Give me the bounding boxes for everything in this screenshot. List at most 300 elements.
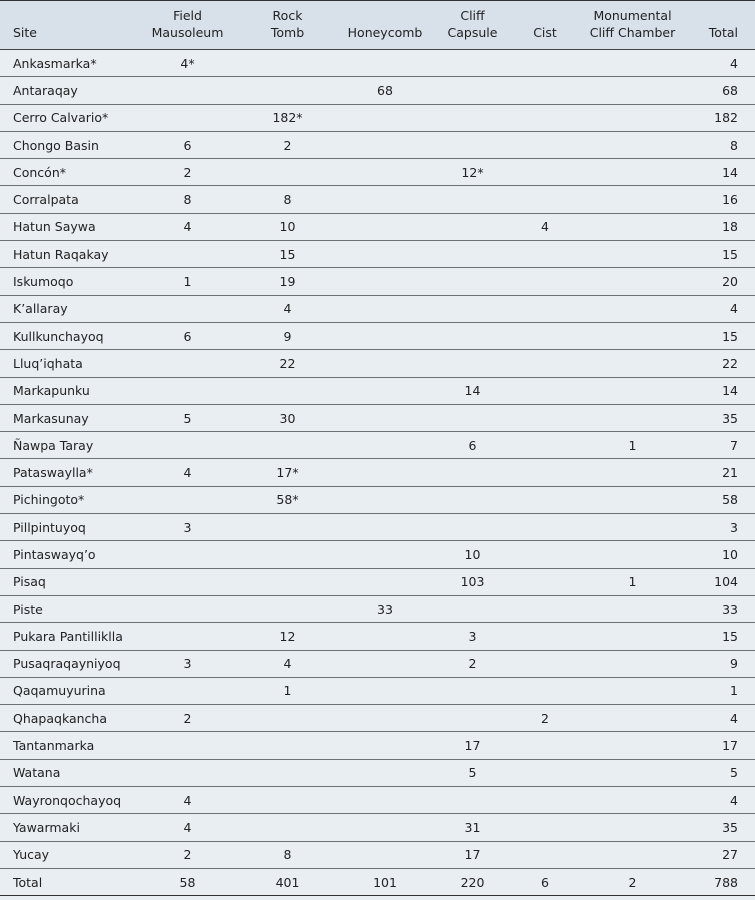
cell-rock-tomb — [230, 377, 345, 404]
cell-total: 1 — [695, 677, 755, 704]
cell-site: Markapunku — [0, 377, 145, 404]
cell-field-mausoleum: 4* — [145, 50, 230, 77]
cell-cliff-capsule — [425, 404, 520, 431]
cell-rock-tomb: 12 — [230, 623, 345, 650]
cell-total: 15 — [695, 322, 755, 349]
cell-rock-tomb: 1 — [230, 677, 345, 704]
cell-field-mausoleum: 6 — [145, 322, 230, 349]
cell-honeycomb — [345, 814, 425, 841]
cell-site: Pusaqraqayniyoq — [0, 650, 145, 677]
cell-field-mausoleum: 5 — [145, 404, 230, 431]
cell-monumental-cliff-chamber — [570, 732, 695, 759]
header-site — [0, 1, 145, 50]
cell-cliff-capsule — [425, 77, 520, 104]
cell-honeycomb — [345, 404, 425, 431]
cell-total: 15 — [695, 623, 755, 650]
cell-rock-tomb — [230, 50, 345, 77]
table-row — [0, 186, 755, 213]
cell-field-mausoleum: 4 — [145, 814, 230, 841]
cell-site: Pintaswayq’o — [0, 541, 145, 568]
table-row — [0, 486, 755, 513]
cell-rock-tomb: 10 — [230, 213, 345, 240]
cell-total: 16 — [695, 186, 755, 213]
header-label-line1: Monumental — [593, 8, 672, 23]
table-row — [0, 841, 755, 868]
table-row — [0, 623, 755, 650]
cell-field-mausoleum — [145, 295, 230, 322]
table-row — [0, 159, 755, 186]
cell-honeycomb — [345, 322, 425, 349]
cell-cist — [520, 650, 570, 677]
header-row — [0, 1, 755, 50]
header-total — [695, 1, 755, 50]
cell-cliff-capsule: 12* — [425, 159, 520, 186]
cell-field-mausoleum: 3 — [145, 650, 230, 677]
cell-monumental-cliff-chamber — [570, 350, 695, 377]
cell-site: Pataswaylla* — [0, 459, 145, 486]
cell-cist — [520, 595, 570, 622]
cell-monumental-cliff-chamber — [570, 295, 695, 322]
cell-site: Ankasmarka* — [0, 50, 145, 77]
cell-cliff-capsule — [425, 459, 520, 486]
cell-honeycomb — [345, 186, 425, 213]
cell-cist — [520, 432, 570, 459]
cell-monumental-cliff-chamber — [570, 595, 695, 622]
cell-monumental-cliff-chamber — [570, 241, 695, 268]
cell-cliff-capsule: 103 — [425, 568, 520, 595]
cell-site: Tantanmarka — [0, 732, 145, 759]
cell-honeycomb: 33 — [345, 595, 425, 622]
table-row — [0, 759, 755, 786]
cell-rock-tomb: 15 — [230, 241, 345, 268]
cell-site: K’allaray — [0, 295, 145, 322]
cell-cliff-capsule: 5 — [425, 759, 520, 786]
cell-site: Piste — [0, 595, 145, 622]
cell-cist — [520, 268, 570, 295]
cell-total: 21 — [695, 459, 755, 486]
cell-cist: 2 — [520, 705, 570, 732]
cell-field-mausoleum: 4 — [145, 787, 230, 814]
cell-honeycomb — [345, 268, 425, 295]
cell-cist: 6 — [541, 874, 549, 890]
cell-cist — [520, 350, 570, 377]
header-field-mausoleum — [145, 1, 230, 50]
cell-honeycomb: 68 — [345, 77, 425, 104]
cell-site: Hatun Saywa — [0, 213, 145, 240]
cell-rock-tomb — [230, 159, 345, 186]
cell-site: Concón* — [0, 159, 145, 186]
table-row — [0, 732, 755, 759]
cell-field-mausoleum — [145, 77, 230, 104]
cell-honeycomb — [345, 159, 425, 186]
header-cist — [520, 1, 570, 50]
cell-rock-tomb: 58* — [230, 486, 345, 513]
cell-total: 22 — [695, 350, 755, 377]
cell-cliff-capsule — [425, 131, 520, 158]
cell-cist — [520, 159, 570, 186]
cell-site: Pukara Pantilliklla — [0, 623, 145, 650]
cell-cliff-capsule — [425, 350, 520, 377]
cell-cist — [520, 814, 570, 841]
cell-honeycomb — [345, 432, 425, 459]
header-rock-tomb — [230, 1, 345, 50]
header-label: Site — [13, 25, 37, 40]
cell-field-mausoleum: 2 — [145, 159, 230, 186]
cell-site: Chongo Basin — [0, 131, 145, 158]
header-label: Total — [708, 25, 738, 40]
cell-cist — [520, 514, 570, 541]
cell-cist — [520, 77, 570, 104]
header-monumental-cliff-chamber — [570, 1, 695, 50]
cell-honeycomb — [345, 759, 425, 786]
cell-rock-tomb: 8 — [230, 841, 345, 868]
cell-field-mausoleum — [145, 350, 230, 377]
cell-rock-tomb: 4 — [230, 650, 345, 677]
cell-honeycomb — [345, 459, 425, 486]
header-cliff-capsule — [425, 1, 520, 50]
cell-field-mausoleum: 6 — [145, 131, 230, 158]
cell-field-mausoleum: 58 — [179, 874, 196, 890]
table-row — [0, 514, 755, 541]
cell-cist — [520, 568, 570, 595]
cell-field-mausoleum — [145, 486, 230, 513]
cell-total: 14 — [695, 377, 755, 404]
cell-cliff-capsule: 2 — [425, 650, 520, 677]
cell-rock-tomb — [230, 705, 345, 732]
cell-total: 20 — [695, 268, 755, 295]
cell-cist — [520, 486, 570, 513]
cell-cliff-capsule — [425, 486, 520, 513]
cell-cliff-capsule: 3 — [425, 623, 520, 650]
cell-cist — [520, 732, 570, 759]
cell-site: Iskumoqo — [0, 268, 145, 295]
table-row — [0, 541, 755, 568]
cell-cliff-capsule: 10 — [425, 541, 520, 568]
cell-site: Pillpintuyoq — [0, 514, 145, 541]
cell-monumental-cliff-chamber — [570, 322, 695, 349]
cell-field-mausoleum: 4 — [145, 213, 230, 240]
cell-honeycomb — [345, 241, 425, 268]
cell-site: Total — [13, 874, 43, 890]
cell-site: Qaqamuyurina — [0, 677, 145, 704]
cell-honeycomb: 101 — [373, 874, 397, 890]
cell-cliff-capsule — [425, 104, 520, 131]
cell-field-mausoleum — [145, 541, 230, 568]
cell-honeycomb — [345, 514, 425, 541]
cell-rock-tomb — [230, 77, 345, 104]
cell-cist — [520, 787, 570, 814]
cell-cist — [520, 377, 570, 404]
cell-total: 35 — [695, 404, 755, 431]
table-row — [0, 350, 755, 377]
cell-field-mausoleum: 3 — [145, 514, 230, 541]
table-row — [0, 814, 755, 841]
cell-rock-tomb — [230, 787, 345, 814]
cell-cliff-capsule: 17 — [425, 732, 520, 759]
cell-rock-tomb — [230, 432, 345, 459]
table-row — [0, 677, 755, 704]
cell-site: Yucay — [0, 841, 145, 868]
cell-cliff-capsule — [425, 213, 520, 240]
cell-monumental-cliff-chamber: 1 — [570, 568, 695, 595]
cell-rock-tomb: 22 — [230, 350, 345, 377]
cell-total: 17 — [695, 732, 755, 759]
cell-cliff-capsule — [425, 705, 520, 732]
cell-rock-tomb: 182* — [230, 104, 345, 131]
table-row — [0, 595, 755, 622]
cell-rock-tomb: 19 — [230, 268, 345, 295]
cell-site: Kullkunchayoq — [0, 322, 145, 349]
cell-field-mausoleum — [145, 732, 230, 759]
cell-rock-tomb — [230, 541, 345, 568]
cell-cliff-capsule: 31 — [425, 814, 520, 841]
cell-rock-tomb: 2 — [230, 131, 345, 158]
cell-cist — [520, 759, 570, 786]
cell-rock-tomb: 30 — [230, 404, 345, 431]
table-row — [0, 404, 755, 431]
table-row — [0, 213, 755, 240]
header-label: Honeycomb — [347, 25, 423, 40]
header-label-line2: Mausoleum — [151, 25, 224, 40]
cell-field-mausoleum: 2 — [145, 841, 230, 868]
cell-monumental-cliff-chamber: 2 — [628, 874, 637, 890]
cell-cliff-capsule: 17 — [425, 841, 520, 868]
header-label-line1: Cliff — [460, 8, 485, 23]
cell-cist — [520, 241, 570, 268]
cell-total: 68 — [695, 77, 755, 104]
cell-rock-tomb — [230, 514, 345, 541]
table-row — [0, 131, 755, 158]
cell-monumental-cliff-chamber — [570, 186, 695, 213]
cell-total: 27 — [695, 841, 755, 868]
cell-honeycomb — [345, 350, 425, 377]
cell-site: Antaraqay — [0, 77, 145, 104]
cell-cliff-capsule — [425, 677, 520, 704]
cell-field-mausoleum — [145, 568, 230, 595]
cell-honeycomb — [345, 623, 425, 650]
header-label: Cist — [533, 25, 557, 40]
cell-monumental-cliff-chamber — [570, 514, 695, 541]
cell-field-mausoleum — [145, 377, 230, 404]
cell-site: Pisaq — [0, 568, 145, 595]
header-honeycomb — [345, 1, 425, 50]
cell-total: 4 — [695, 705, 755, 732]
table-row — [0, 268, 755, 295]
table-row — [0, 104, 755, 131]
cell-monumental-cliff-chamber — [570, 77, 695, 104]
cell-cliff-capsule — [425, 50, 520, 77]
cell-total: 58 — [695, 486, 755, 513]
cell-site: Qhapaqkancha — [0, 705, 145, 732]
cell-rock-tomb — [230, 814, 345, 841]
cell-monumental-cliff-chamber — [570, 814, 695, 841]
cell-site: Corralpata — [0, 186, 145, 213]
cell-field-mausoleum — [145, 759, 230, 786]
cell-monumental-cliff-chamber — [570, 213, 695, 240]
table-row — [0, 650, 755, 677]
cell-rock-tomb: 17* — [230, 459, 345, 486]
cell-cist — [520, 623, 570, 650]
cell-cliff-capsule: 220 — [460, 874, 485, 890]
cell-rock-tomb — [230, 732, 345, 759]
table-body — [0, 50, 755, 896]
cell-monumental-cliff-chamber — [570, 268, 695, 295]
cell-monumental-cliff-chamber — [570, 623, 695, 650]
cell-field-mausoleum — [145, 241, 230, 268]
cell-cliff-capsule: 6 — [425, 432, 520, 459]
cell-monumental-cliff-chamber — [570, 459, 695, 486]
cell-total: 33 — [695, 595, 755, 622]
cell-honeycomb — [345, 131, 425, 158]
cell-honeycomb — [345, 732, 425, 759]
cell-field-mausoleum: 4 — [145, 459, 230, 486]
header-label-line1: Rock — [272, 8, 303, 23]
cell-site: Wayronqochayoq — [0, 787, 145, 814]
cell-monumental-cliff-chamber — [570, 159, 695, 186]
cell-cist — [520, 541, 570, 568]
cell-total: 35 — [695, 814, 755, 841]
cell-cist — [520, 404, 570, 431]
cell-site: Pichingoto* — [0, 486, 145, 513]
cell-monumental-cliff-chamber — [570, 650, 695, 677]
cell-cliff-capsule — [425, 268, 520, 295]
cell-rock-tomb — [230, 759, 345, 786]
cell-field-mausoleum — [145, 595, 230, 622]
cell-monumental-cliff-chamber — [570, 705, 695, 732]
header-label-line2: Cliff Chamber — [589, 25, 676, 40]
cell-monumental-cliff-chamber — [570, 677, 695, 704]
cell-field-mausoleum — [145, 623, 230, 650]
cell-total: 10 — [695, 541, 755, 568]
cell-honeycomb — [345, 377, 425, 404]
cell-rock-tomb: 401 — [275, 874, 300, 890]
cell-total: 788 — [714, 874, 738, 890]
cell-total: 4 — [695, 50, 755, 77]
cell-monumental-cliff-chamber — [570, 377, 695, 404]
total-row — [0, 868, 755, 895]
cell-rock-tomb — [230, 568, 345, 595]
cell-monumental-cliff-chamber — [570, 841, 695, 868]
cell-total: 4 — [695, 787, 755, 814]
cell-cist — [520, 295, 570, 322]
cell-field-mausoleum — [145, 104, 230, 131]
table-row — [0, 322, 755, 349]
cell-field-mausoleum: 8 — [145, 186, 230, 213]
cell-site: Ñawpa Taray — [0, 432, 145, 459]
cell-total: 15 — [695, 241, 755, 268]
cell-honeycomb — [345, 677, 425, 704]
cell-site: Cerro Calvario* — [0, 104, 145, 131]
cell-field-mausoleum: 1 — [145, 268, 230, 295]
cell-total: 104 — [695, 568, 755, 595]
header-label-line2: Tomb — [270, 25, 305, 40]
cell-site: Markasunay — [0, 404, 145, 431]
cell-site: Hatun Raqakay — [0, 241, 145, 268]
table-row — [0, 568, 755, 595]
cell-honeycomb — [345, 104, 425, 131]
cell-cliff-capsule: 14 — [425, 377, 520, 404]
cell-honeycomb — [345, 541, 425, 568]
cell-rock-tomb — [230, 595, 345, 622]
cell-cliff-capsule — [425, 514, 520, 541]
cell-monumental-cliff-chamber — [570, 486, 695, 513]
cell-monumental-cliff-chamber — [570, 787, 695, 814]
table-row — [0, 705, 755, 732]
cell-cliff-capsule — [425, 787, 520, 814]
cell-total: 182 — [695, 104, 755, 131]
table-row — [0, 377, 755, 404]
table-row — [0, 241, 755, 268]
cell-field-mausoleum — [145, 677, 230, 704]
header-label-line1: Field — [173, 8, 202, 23]
cell-field-mausoleum — [145, 432, 230, 459]
cell-total: 14 — [695, 159, 755, 186]
cell-cist: 4 — [520, 213, 570, 240]
cell-cliff-capsule — [425, 241, 520, 268]
cell-honeycomb — [345, 213, 425, 240]
cell-total: 3 — [695, 514, 755, 541]
cell-monumental-cliff-chamber: 1 — [570, 432, 695, 459]
cell-site: Watana — [0, 759, 145, 786]
cell-cist — [520, 186, 570, 213]
cell-site: Yawarmaki — [0, 814, 145, 841]
cell-cist — [520, 677, 570, 704]
table-row — [0, 295, 755, 322]
cell-cist — [520, 131, 570, 158]
cell-cist — [520, 104, 570, 131]
cell-cist — [520, 322, 570, 349]
table-row — [0, 50, 755, 77]
cell-cist — [520, 50, 570, 77]
table-row — [0, 787, 755, 814]
cell-honeycomb — [345, 50, 425, 77]
cell-monumental-cliff-chamber — [570, 404, 695, 431]
cell-cliff-capsule — [425, 595, 520, 622]
cell-honeycomb — [345, 568, 425, 595]
cell-honeycomb — [345, 650, 425, 677]
table-row — [0, 77, 755, 104]
cell-cliff-capsule — [425, 322, 520, 349]
cell-total: 18 — [695, 213, 755, 240]
cell-honeycomb — [345, 295, 425, 322]
cell-cliff-capsule — [425, 295, 520, 322]
cell-total: 8 — [695, 131, 755, 158]
cell-honeycomb — [345, 841, 425, 868]
header-label-line2: Capsule — [447, 25, 498, 40]
cell-honeycomb — [345, 486, 425, 513]
cell-total: 9 — [695, 650, 755, 677]
table-row — [0, 432, 755, 459]
cell-field-mausoleum: 2 — [145, 705, 230, 732]
table-header — [0, 1, 755, 50]
cell-monumental-cliff-chamber — [570, 104, 695, 131]
cell-total: 5 — [695, 759, 755, 786]
cell-total: 4 — [695, 295, 755, 322]
cell-cist — [520, 841, 570, 868]
cell-monumental-cliff-chamber — [570, 131, 695, 158]
cell-monumental-cliff-chamber — [570, 50, 695, 77]
cell-rock-tomb: 9 — [230, 322, 345, 349]
cell-honeycomb — [345, 705, 425, 732]
table-row — [0, 459, 755, 486]
cell-total: 7 — [695, 432, 755, 459]
cell-cist — [520, 459, 570, 486]
cell-rock-tomb: 4 — [230, 295, 345, 322]
cell-cliff-capsule — [425, 186, 520, 213]
cell-rock-tomb: 8 — [230, 186, 345, 213]
cell-monumental-cliff-chamber — [570, 541, 695, 568]
cell-honeycomb — [345, 787, 425, 814]
